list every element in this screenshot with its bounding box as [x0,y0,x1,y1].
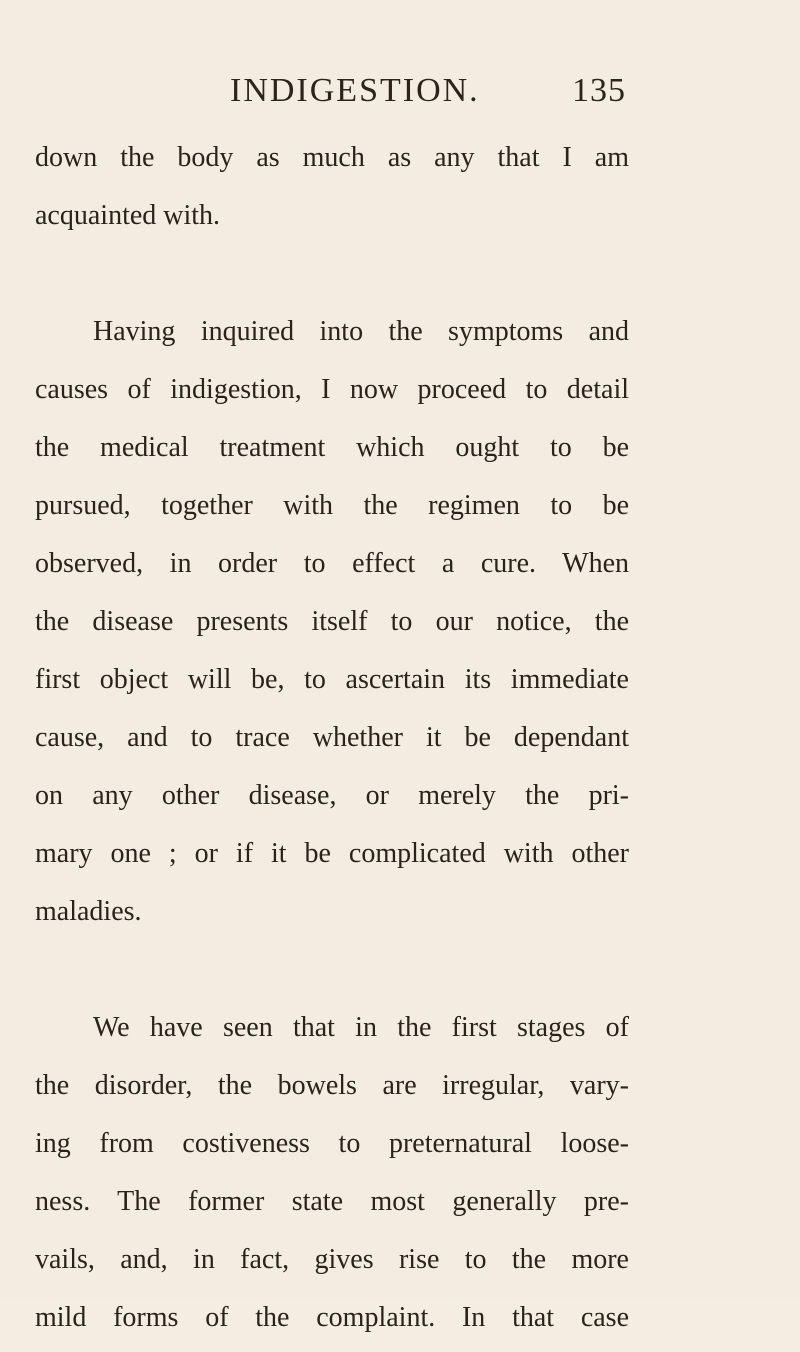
paragraph [35,134,629,250]
text-line: mild forms of the complaint. In that case [35,1302,629,1333]
text-line: maladies. [35,896,142,927]
text-line: Having inquired into the symptoms and [93,316,629,347]
text-line: vails, and, in fact, gives rise to the more [35,1244,629,1275]
page-header [230,72,626,116]
text-line: mary one ; or if it be complicated with other [35,838,629,869]
paragraph-gap [35,946,629,1004]
text-line: first object will be, to ascertain its immediate [35,664,629,695]
text-line: on any other disease, or merely the pri- [35,780,629,811]
text-line: causes of indigestion, I now proceed to detail [35,374,629,405]
text-line: the medical treatment which ought to be [35,432,629,463]
text-line: pursued, together with the regimen to be [35,490,629,521]
text-line: observed, in order to effect a cure. When [35,548,629,579]
text-line: ness. The former state most generally pre- [35,1186,629,1217]
body-text [35,134,629,1352]
text-line: ing from costiveness to preternatural loose- [35,1128,629,1159]
text-line: cause, and to trace whether it be dependant [35,722,629,753]
text-line: the disorder, the bowels are irregular, vary- [35,1070,629,1101]
text-line: We have seen that in the first stages of [93,1012,629,1043]
paragraph [35,1004,629,1352]
page-number: 135 [572,72,626,109]
paragraph-gap [35,250,629,308]
text-line: the disease presents itself to our notice, the [35,606,629,637]
text-line: down the body as much as any that I am [35,142,629,173]
running-title: INDIGESTION. [230,72,480,109]
paragraph [35,308,629,946]
text-line: acquainted with. [35,200,221,231]
